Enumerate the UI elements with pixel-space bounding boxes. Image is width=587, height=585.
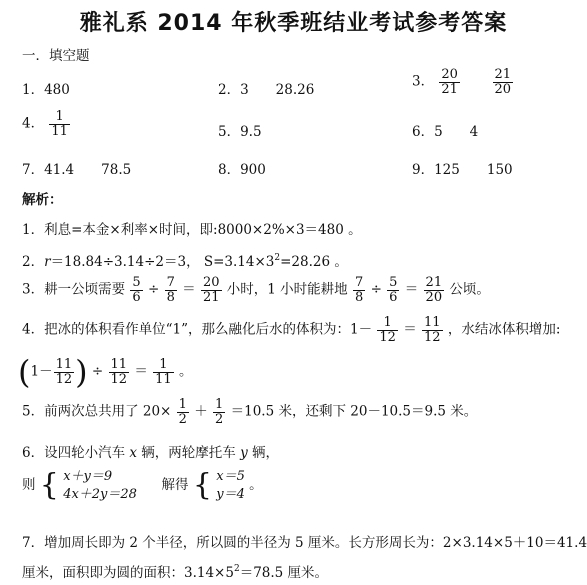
page-title: 雅礼系 2014 年秋季班结业考试参考答案: [79, 11, 508, 36]
answer-6: 6．5 4: [412, 124, 479, 140]
analysis-4-line-1: 4．把冰的体积看作单位“1”，那么融化后水的体积为：1－ $\frac{1}{12}$ ＝ $\frac{11}{12}$ ，水结冰体积增加:: [22, 315, 561, 345]
answer-4: 4． $\frac{1}{11}$: [22, 109, 68, 139]
analysis-2: 2．r＝18.84÷3.14÷2＝3， $S=3.14\times 3^2=28.26$ 。: [22, 253, 348, 270]
solution-system: x＝5 y＝4: [216, 469, 245, 502]
analysis-1: 1．利息=本金×利率×时间，即:8000×2%×3＝480 。: [22, 222, 362, 238]
analysis-5: 5．前两次总共用了 20× $\frac{1}{2}$ ＋ $\frac{1}{2}$ ＝10.5 米，还剩下 20－10.5＝9.5 米。: [22, 397, 478, 427]
answer-8: 8．900: [218, 162, 266, 178]
answer-9: 9．125 150: [412, 162, 513, 178]
analysis-3: 3．耕一公顷需要 $\frac{5}{6}$ ÷ $\frac{7}{8}$ ＝ $\frac{20}{21}$ 小时，1 小时能耕地 $\frac{7}{8}$ ÷ $\frac{5}{6}$ ＝ $\frac{21}{20}$ 公顷。: [22, 275, 490, 305]
answer-2: 2．3 28.26: [218, 82, 315, 98]
answer-1: 1．480: [22, 82, 70, 98]
answer-3-fraction-1: $\frac{20}{21}$: [441, 67, 458, 97]
answer-3: 3． $\frac{20}{21}$ $\frac{21}{20}$: [412, 67, 512, 97]
analysis-heading: 解析：: [22, 192, 63, 208]
analysis-7-line-1: 7．增加周长即为 2 个半径，所以圆的半径为 5 厘米。长方形周长为：2×3.14×5＋10＝41.4: [22, 535, 587, 551]
answer-7: 7．41.4 78.5: [22, 162, 132, 178]
answer-3-fraction-2: $\frac{21}{20}$: [494, 67, 512, 97]
analysis-7-line-2: 厘米，面积即为圆的面积：$3.14\times 5^2=78.5$ 厘米。: [22, 564, 329, 581]
analysis-6-line-1: 6．设四轮小汽车 x 辆，两轮摩托车 y 辆，: [22, 445, 280, 461]
answer-4-fraction: $\frac{1}{11}$: [51, 109, 68, 139]
analysis-4-line-2: (1－ $\frac{11}{12}$ ) ÷ $\frac{11}{12}$ ＝ $\frac{1}{11}$ 。: [18, 353, 193, 391]
analysis-6-line-2: 则 { x＋y＝9 4x＋2y＝28 解得 { x＝5 y＝4 。: [22, 467, 263, 503]
answer-5: 5．9.5: [218, 124, 262, 140]
section-fill-heading: 一．填空题: [22, 48, 90, 64]
equation-system: x＋y＝9 4x＋2y＝28: [63, 469, 137, 502]
